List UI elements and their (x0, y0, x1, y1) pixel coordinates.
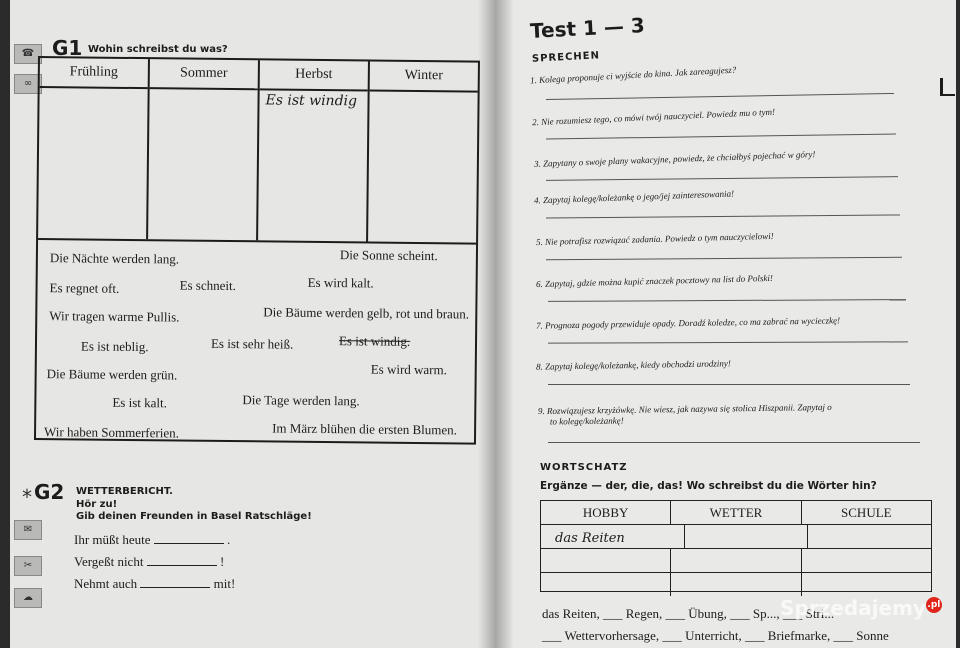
question-9-cont: to kolegę/koleżankę! (549, 415, 624, 427)
question-8: 8. Zapytaj kolegę/koleżankę, kiedy obchodzi urodziny! (535, 358, 731, 372)
handwritten-cell[interactable]: das Reiten (541, 525, 685, 548)
table-cell[interactable] (802, 573, 931, 596)
question-6: 6. Zapytaj, gdzie można kupić znaczek pocztowy na list do Polski! (535, 272, 774, 290)
table-row (541, 573, 931, 596)
corner-mark (940, 78, 955, 96)
word-list-line-1: das Reiten, ___ Regen, ___ Übung, ___ Sp..., ___ Stri... (542, 606, 835, 621)
word-item: Die Bäume werden gelb, rot und braun. (263, 304, 470, 322)
season-table (38, 58, 478, 243)
cassette-icon: ∞ (14, 74, 42, 94)
g2-subtitle-2: Gib deinen Freunden in Basel Ratschläge! (76, 511, 312, 522)
table-cell[interactable] (685, 525, 809, 548)
watermark-text: Sprzedajemy (780, 596, 926, 620)
question-2: 2. Nie rozumiesz tego, co mówi twój nauczyciel. Powiedz mu o tym! (531, 106, 776, 128)
table-header-row (541, 501, 931, 525)
answer-line[interactable] (548, 384, 910, 385)
word-item: Es schneit. (179, 277, 237, 294)
vocabulary-table (540, 500, 932, 592)
header-herbst: Herbst (260, 60, 368, 91)
watermark-badge: .pl (926, 597, 942, 613)
g2-line-3 (74, 576, 235, 592)
word-item: Es wird warm. (370, 361, 448, 378)
g2-line-2 (74, 554, 224, 570)
phone-icon: ☎ (14, 44, 42, 64)
question-5: 5. Nie potrafisz rozwiązać zadania. Powiedz o tym nauczycielowi! (535, 230, 774, 248)
scissors-icon: ✂ (14, 556, 42, 576)
word-item: Die Sonne scheint. (339, 247, 438, 264)
question-4: 4. Zapytaj kolegę/koleżankę o jego/jej zainteresowania! (533, 188, 735, 206)
handwritten-entry: Es ist windig (265, 92, 358, 110)
watermark (780, 596, 942, 620)
g2-line-1 (74, 532, 230, 548)
g2-line-3-end: mit! (213, 576, 236, 591)
table-cell[interactable] (671, 573, 801, 596)
wortschatz-instruction: Ergänze — der, die, das! Wo schreibst du die Wörter hin? (540, 480, 877, 492)
word-item: Es regnet oft. (49, 280, 120, 296)
g2-line-1-end: . (227, 532, 231, 547)
word-item: Wir haben Sommerferien. (43, 424, 179, 441)
header-wetter: WETTER (671, 501, 801, 524)
question-3: 3. Zapytany o swoje plany wakacyjne, powiedz, że chciałbyś pojechać w góry! (533, 149, 816, 169)
word-item: Es ist sehr heiß. (210, 335, 294, 352)
question-1: 1. Kolega proponuje ci wyjście do kina. Jak zareagujesz? (529, 64, 737, 86)
test-title: Test 1 — 3 (529, 13, 646, 43)
header-fruehling: Frühling (40, 58, 148, 89)
g1-title: Wohin schreibst du was? (88, 44, 228, 55)
word-item-crossed: Es ist windig. (338, 333, 411, 349)
col-sommer (148, 59, 260, 240)
g2-line-2-text: Vergeßt nicht (74, 554, 144, 569)
word-item: Es wird kalt. (307, 274, 374, 291)
table-row (541, 549, 931, 573)
g1-label: G1 (52, 36, 83, 60)
word-item: Die Tage werden lang. (242, 392, 360, 409)
answer-blank[interactable] (154, 533, 224, 544)
header-sommer: Sommer (150, 59, 258, 90)
table-cell[interactable] (671, 549, 801, 572)
book-gutter (478, 0, 514, 648)
g2-title: WETTERBERICHT. (76, 486, 173, 497)
answer-line[interactable] (548, 442, 920, 443)
envelope-icon: ✉ (14, 520, 42, 540)
col-herbst (258, 60, 370, 241)
word-list-line-2: ___ Wettervorhersage, ___ Unterricht, ___ Briefmarke, ___ Sonne (542, 628, 889, 643)
word-item: Im März blühen die ersten Blumen. (272, 420, 458, 438)
cloud-icon: ☁ (14, 588, 42, 608)
word-item: Die Bäume werden grün. (46, 366, 178, 383)
g2-line-3-text: Nehmt auch (74, 576, 138, 591)
col-fruehling (38, 58, 150, 239)
header-winter: Winter (370, 61, 478, 92)
g2-line-1-text: Ihr müßt heute (74, 532, 151, 547)
header-schule: SCHULE (841, 505, 892, 520)
word-item: Es ist neblig. (80, 338, 149, 355)
answer-blank[interactable] (140, 577, 210, 588)
section-sprechen: SPRECHEN (531, 50, 601, 65)
word-item: Wir tragen warme Pullis. (49, 308, 180, 325)
question-7: 7. Prognoza pogody przewiduje opady. Doradź koledze, co ma zabrać na wycieczkę! (535, 315, 841, 331)
col-winter (368, 61, 478, 242)
header-hobby: HOBBY (541, 501, 671, 524)
word-item: Es ist kalt. (112, 394, 167, 411)
table-cell[interactable] (541, 549, 671, 572)
table-cell[interactable] (802, 549, 931, 572)
g2-line-2-end: ! (219, 554, 225, 569)
section-wortschatz: WORTSCHATZ (540, 462, 628, 473)
question-9: 9. Rozwiązujesz krzyżówkę. Nie wiesz, jak nazywa się stolica Hiszpanii. Zapytaj o (537, 401, 832, 417)
table-cell[interactable] (541, 573, 671, 596)
asterisk-icon: * (22, 485, 32, 509)
table-cell[interactable] (808, 525, 931, 548)
g2-label: G2 (34, 480, 65, 504)
g1-exercise-frame (34, 56, 480, 445)
table-row (541, 525, 931, 549)
answer-blank[interactable] (147, 555, 217, 566)
word-item: Die Nächte werden lang. (49, 250, 180, 267)
g2-subtitle-1: Hör zu! (76, 499, 118, 510)
